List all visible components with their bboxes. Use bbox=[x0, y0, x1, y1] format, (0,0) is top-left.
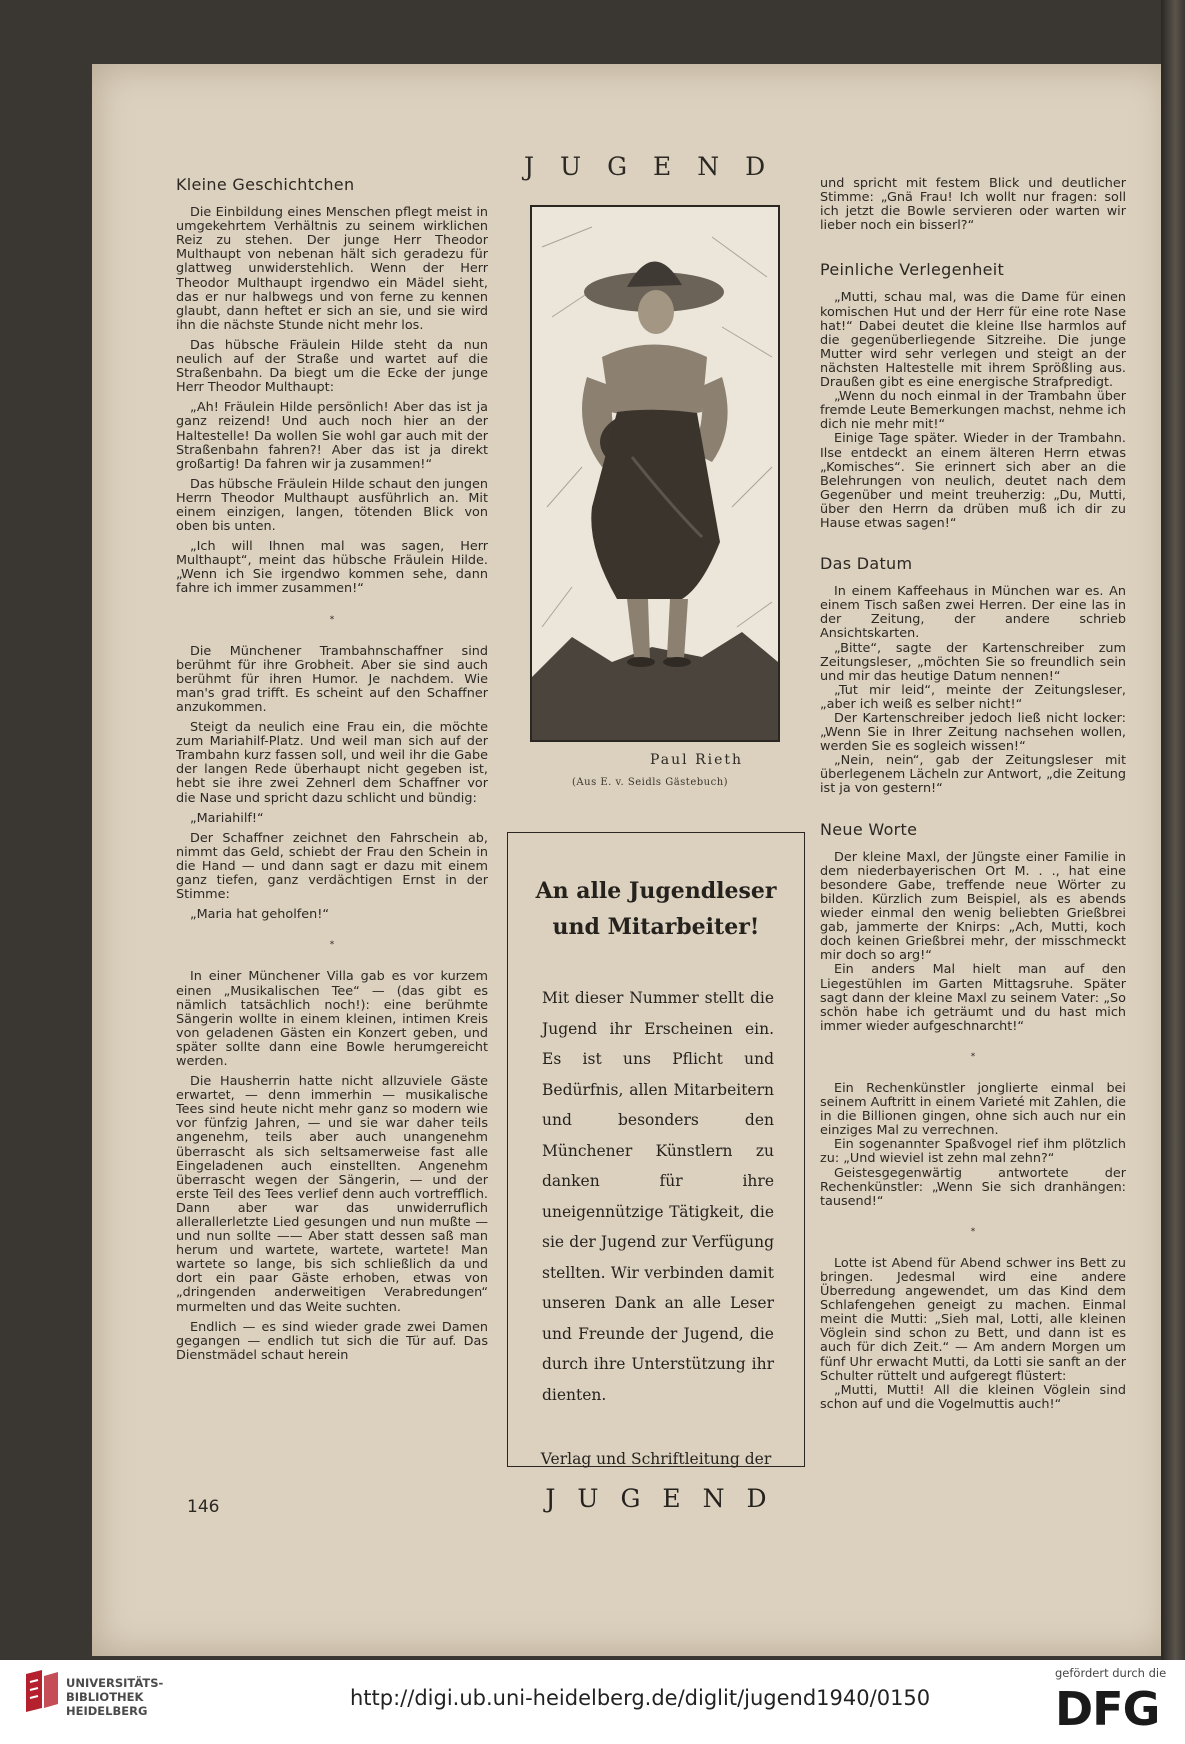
paragraph: Lotte ist Abend für Abend schwer ins Bett zu bringen. Jedesmal wird eine andere Überredung angewendet, um das Kind dem Schlafengehen geneigt zu machen. Einmal meint die Mutti: „Sieh mal, Lotti, alle kleinen Vöglein sind schon zu Bett, und dann ist es auch für dich Zeit.“ — Am andern Morgen um fünf Uhr erwacht Mutti, da Lotti sie sanft an der Schulter rüttelt und aufgeregt flüstert: bbox=[820, 1255, 1126, 1384]
paragraph: Die Einbildung eines Menschen pflegt meist in umgekehrtem Verhältnis zu seinem wirklichen Reiz zu stehen. Der junge Herr Theodor Multhaupt von nebenan hält sich geradezu für glattweg unwiderstehlich. Wenn der Herr Theodor Multhaupt irgendwo ein Mädel sieht, das er nur halbwegs und von ferne zu kennen glaubt, dann heftet er sich an sie, und sie wird ihn die nächste Stunde nicht mehr los. bbox=[176, 205, 488, 333]
page-number: 146 bbox=[187, 1497, 220, 1517]
left-column bbox=[176, 175, 488, 1363]
masthead: JUGEND bbox=[524, 152, 792, 181]
paragraph: „Tut mir leid“, meinte der Zeitungsleser, „aber ich weiß es selber nicht!“ bbox=[820, 682, 1126, 712]
section-heading: Peinliche Verlegenheit bbox=[820, 260, 1005, 280]
paragraph: Endlich — es sind wieder grade zwei Damen gegangen — endlich tut sich die Tür auf. Das Dienstmädel schaut herein bbox=[176, 1319, 488, 1363]
library-logo-icon bbox=[22, 1668, 62, 1714]
illustration-drawing bbox=[532, 207, 778, 740]
illustration-woman-with-basket bbox=[530, 205, 780, 742]
illustration-source: (Aus E. v. Seidls Gästebuch) bbox=[572, 777, 729, 788]
paragraph: Die Hausherrin hatte nicht allzuviele Gäste erwartet, — denn immerhin — musikalische Tees sind heute nicht mehr ganz so modern wie vor fünfzig Jahren, — und sie war daher teils angenehm, teils aber auch unangenehm überrascht als sich seltsamerweise fast alle Eingeladenen auch einstellten. Angenehm überrascht wegen der Sängerin, — und der erste Teil des Tees verlief denn auch vortrefflich. Dann aber war das unwiderruflich allerallerletzte Lied gesungen und nun mußte — und nun sollte —— Aber statt dessen saß man herum und wartete, wartete, wartete! Man wartete so lange, bis sich schließlich da und dort ein paar Gäste erhoben, etwas von „dringenden anderweitigen Verabredungen“ murmelten und das Weite suchten. bbox=[176, 1074, 488, 1315]
paragraph: In einer Münchener Villa gab es vor kurzem einen „Musikalischen Tee“ — (das gibt es nämlich tatsächlich noch!): eine berühmte Sängerin wollte in einem kleinen, intimen Kreis von geladenen Gästen ein Konzert geben, und später sollte dann eine Bowle herumgereicht werden. bbox=[176, 969, 488, 1069]
paragraph: „Nein, nein“, gab der Zeitungsleser mit überlegenem Lächeln zur Antwort, „die Zeitung ist ja von gestern!“ bbox=[820, 753, 1126, 797]
paragraph: „Ich will Ihnen mal was sagen, Herr Multhaupt“, meint das hübsche Fräulein Hilde. „Wenn ich Sie irgendwo kommen sehe, dann fahre ich immer zusammen!“ bbox=[176, 539, 488, 597]
paragraph: Ein anders Mal hielt man auf den Liegestühlen im Garten Mittagsruhe. Später sagt dann der kleine Maxl zu seinem Vater: „So schön habe ich geträumt und du hast mich immer wieder aufgeschnarcht!“ bbox=[820, 962, 1126, 1034]
paragraph: Das hübsche Fräulein Hilde schaut den jungen Herrn Theodor Multhaupt ausführlich an. Mit einem einzigen, langen, tötenden Blick von oben bis unten. bbox=[176, 476, 488, 535]
section-separator: * bbox=[970, 1226, 976, 1237]
paragraph: Ein sogenannter Spaßvogel rief ihm plötzlich zu: „Und wieviel ist zehn mal zehn?“ bbox=[820, 1137, 1126, 1167]
notice-body: Mit dieser Nummer stellt die Jugend ihr Erscheinen ein. Es ist uns Pflicht und Bedürfnis, allen Mitarbeitern und besonders den Münchener Künstlern zu danken für ihre uneigennützige Tätigkeit, die sie der Jugend zur Verfügung stellten. Wir verbinden damit unseren Dank an alle Leser und Freunde der Jugend, die durch ihre Unterstützung ihr dienten. bbox=[542, 989, 774, 1404]
paragraph: Der kleine Maxl, der Jüngste einer Familie in dem niederbayerischen Ort M. . ., hat eine besondere Gabe, treffende neue Wörter zu bilden. Kürzlich zum Beispiel, als es abends wieder einmal den wenig beliebten Grießbrei gab, jammerte der Knirps: „Ach, Mutti, koch doch keinen Grießbrei mehr, der misschmeckt mir doch so arg!“ bbox=[820, 849, 1126, 964]
paragraph: Einige Tage später. Wieder in der Trambahn. Ilse entdeckt an einem älteren Herrn etwas „Komisches“. Sie erinnert sich aber an die Belehrungen von neulich, deutet nach dem Gegenüber und meint treuherzig: „Du, Mutti, über den Herrn da drüben muß ich dir zu Hause etwas sagen!“ bbox=[820, 431, 1126, 531]
library-name bbox=[66, 1676, 163, 1718]
notice-box bbox=[507, 832, 805, 1513]
funded-by-label: gefördert durch die bbox=[1055, 1666, 1167, 1680]
section-separator: * bbox=[329, 614, 335, 625]
notice-signature: Verlag und Schriftleitung der bbox=[540, 1450, 772, 1468]
paragraph: Der Kartenschreiber jedoch ließ nicht locker: „Wenn Sie in Ihrer Zeitung nachsehen wollen, werden Sie es sogleich wissen!“ bbox=[820, 711, 1126, 755]
paragraph: Der Schaffner zeichnet den Fahrschein ab, nimmt das Geld, schiebt der Frau den Schein in die Hand — und dann sagt er dazu mit einem ganz tiefen, ganz verdächtigen Ernst in der Stimme: bbox=[176, 830, 488, 903]
dfg-logo: DFG bbox=[1055, 1682, 1160, 1736]
artist-credit: Paul Rieth bbox=[650, 752, 744, 768]
notice-title bbox=[508, 873, 804, 945]
paragraph: „Maria hat geholfen!“ bbox=[190, 907, 330, 923]
section-separator: * bbox=[329, 940, 335, 951]
paragraph: und spricht mit festem Blick und deutlicher Stimme: „Gnä Frau! Ich wollt nur fragen: soll ich jetzt die Bowle servieren oder warten wir lieber noch ein bisserl?“ bbox=[820, 176, 1126, 234]
section-heading: Das Datum bbox=[820, 554, 913, 574]
paragraph: Geistesgegenwärtig antwortete der Rechenkünstler: „Wenn Sie sich dranhängen: tausend!“ bbox=[820, 1165, 1126, 1209]
notice-title-line: und Mitarbeiter! bbox=[552, 914, 760, 940]
paragraph: In einem Kaffeehaus in München war es. An einem Tisch saßen zwei Herren. Der eine las in der Zeitung, der andere schrieb Ansichtskarten. bbox=[820, 584, 1126, 642]
paragraph: „Mutti, schau mal, was die Dame für einen komischen Hut und der Herr für eine rote Nase hat!“ Dabei deutet die kleine Ilse harmlos auf die gegenüberliegende Sitzreihe. Die junge Mutter wird sehr verlegen und steigt an der nächsten Haltestelle mit ihrem Sprößling aus. Draußen gibt es eine energische Strafpredigt. bbox=[820, 290, 1126, 391]
paragraph: Ein Rechenkünstler jonglierte einmal bei seinem Auftritt in einem Varieté mit Zahlen, die in die Billionen gingen, ohne sich auch nur ein einziges Mal zu verrechnen. bbox=[820, 1080, 1126, 1139]
paragraph: Das hübsche Fräulein Hilde steht da nun neulich auf der Straße und wartet auf die Straßenbahn. Da biegt um die Ecke der junge Herr Theodor Multhaupt: bbox=[176, 337, 488, 396]
paragraph: „Bitte“, sagte der Kartenschreiber zum Zeitungsleser, „möchten Sie so freundlich sein und mir das heutige Datum nennen!“ bbox=[820, 640, 1126, 684]
library-name-line: BIBLIOTHEK bbox=[66, 1690, 144, 1704]
right-column bbox=[820, 177, 1126, 1412]
library-name-line: UNIVERSITÄTS- bbox=[66, 1676, 164, 1690]
paragraph: Steigt da neulich eine Frau ein, die möchte zum Mariahilf-Platz. Und weil man sich auf der Trambahn kurz fassen soll, und weil ihr die Gabe der langen Rede überhaupt nicht gegeben ist, hebt sie ihre zwei Zehnerl dem Schaffner vor die Nase und spricht dazu schlicht und bündig: bbox=[176, 720, 488, 806]
library-name-line: HEIDELBERG bbox=[66, 1704, 148, 1718]
paragraph: „Mutti, Mutti! All die kleinen Vöglein sind schon auf und die Vogelmuttis auch!“ bbox=[820, 1382, 1126, 1412]
section-separator: * bbox=[970, 1051, 976, 1062]
paragraph: „Wenn du noch einmal in der Trambahn über fremde Leute Bemerkungen machst, nehme ich dich nie mehr mit!“ bbox=[820, 389, 1126, 433]
section-heading: Kleine Geschichtchen bbox=[176, 175, 355, 194]
paragraph: „Mariahilf!“ bbox=[190, 810, 264, 826]
paragraph: „Ah! Fräulein Hilde persönlich! Aber das ist ja ganz reizend! Und auch noch hier an der Haltestelle! Da wollen Sie wohl gar auch mit der Straßenbahn fahren?! Aber das ist ja direkt großartig! Da fahren wir ja zusammen!“ bbox=[176, 400, 488, 472]
paragraph: Die Münchener Trambahnschaffner sind berühmt für ihre Grobheit. Aber sie sind auch berühmt für ihren Humor. Je nachdem. Wie man's grad trifft. Es scheint auf den Schaffner anzukommen. bbox=[176, 643, 488, 715]
notice-masthead: JUGEND bbox=[545, 1484, 789, 1513]
book-binding-edge bbox=[1161, 0, 1185, 1660]
section-heading: Neue Worte bbox=[820, 819, 918, 839]
source-url-link[interactable]: http://digi.ub.uni-heidelberg.de/diglit/jugend1940/0150 bbox=[350, 1686, 931, 1710]
notice-title-line: An alle Jugendleser bbox=[535, 878, 777, 904]
